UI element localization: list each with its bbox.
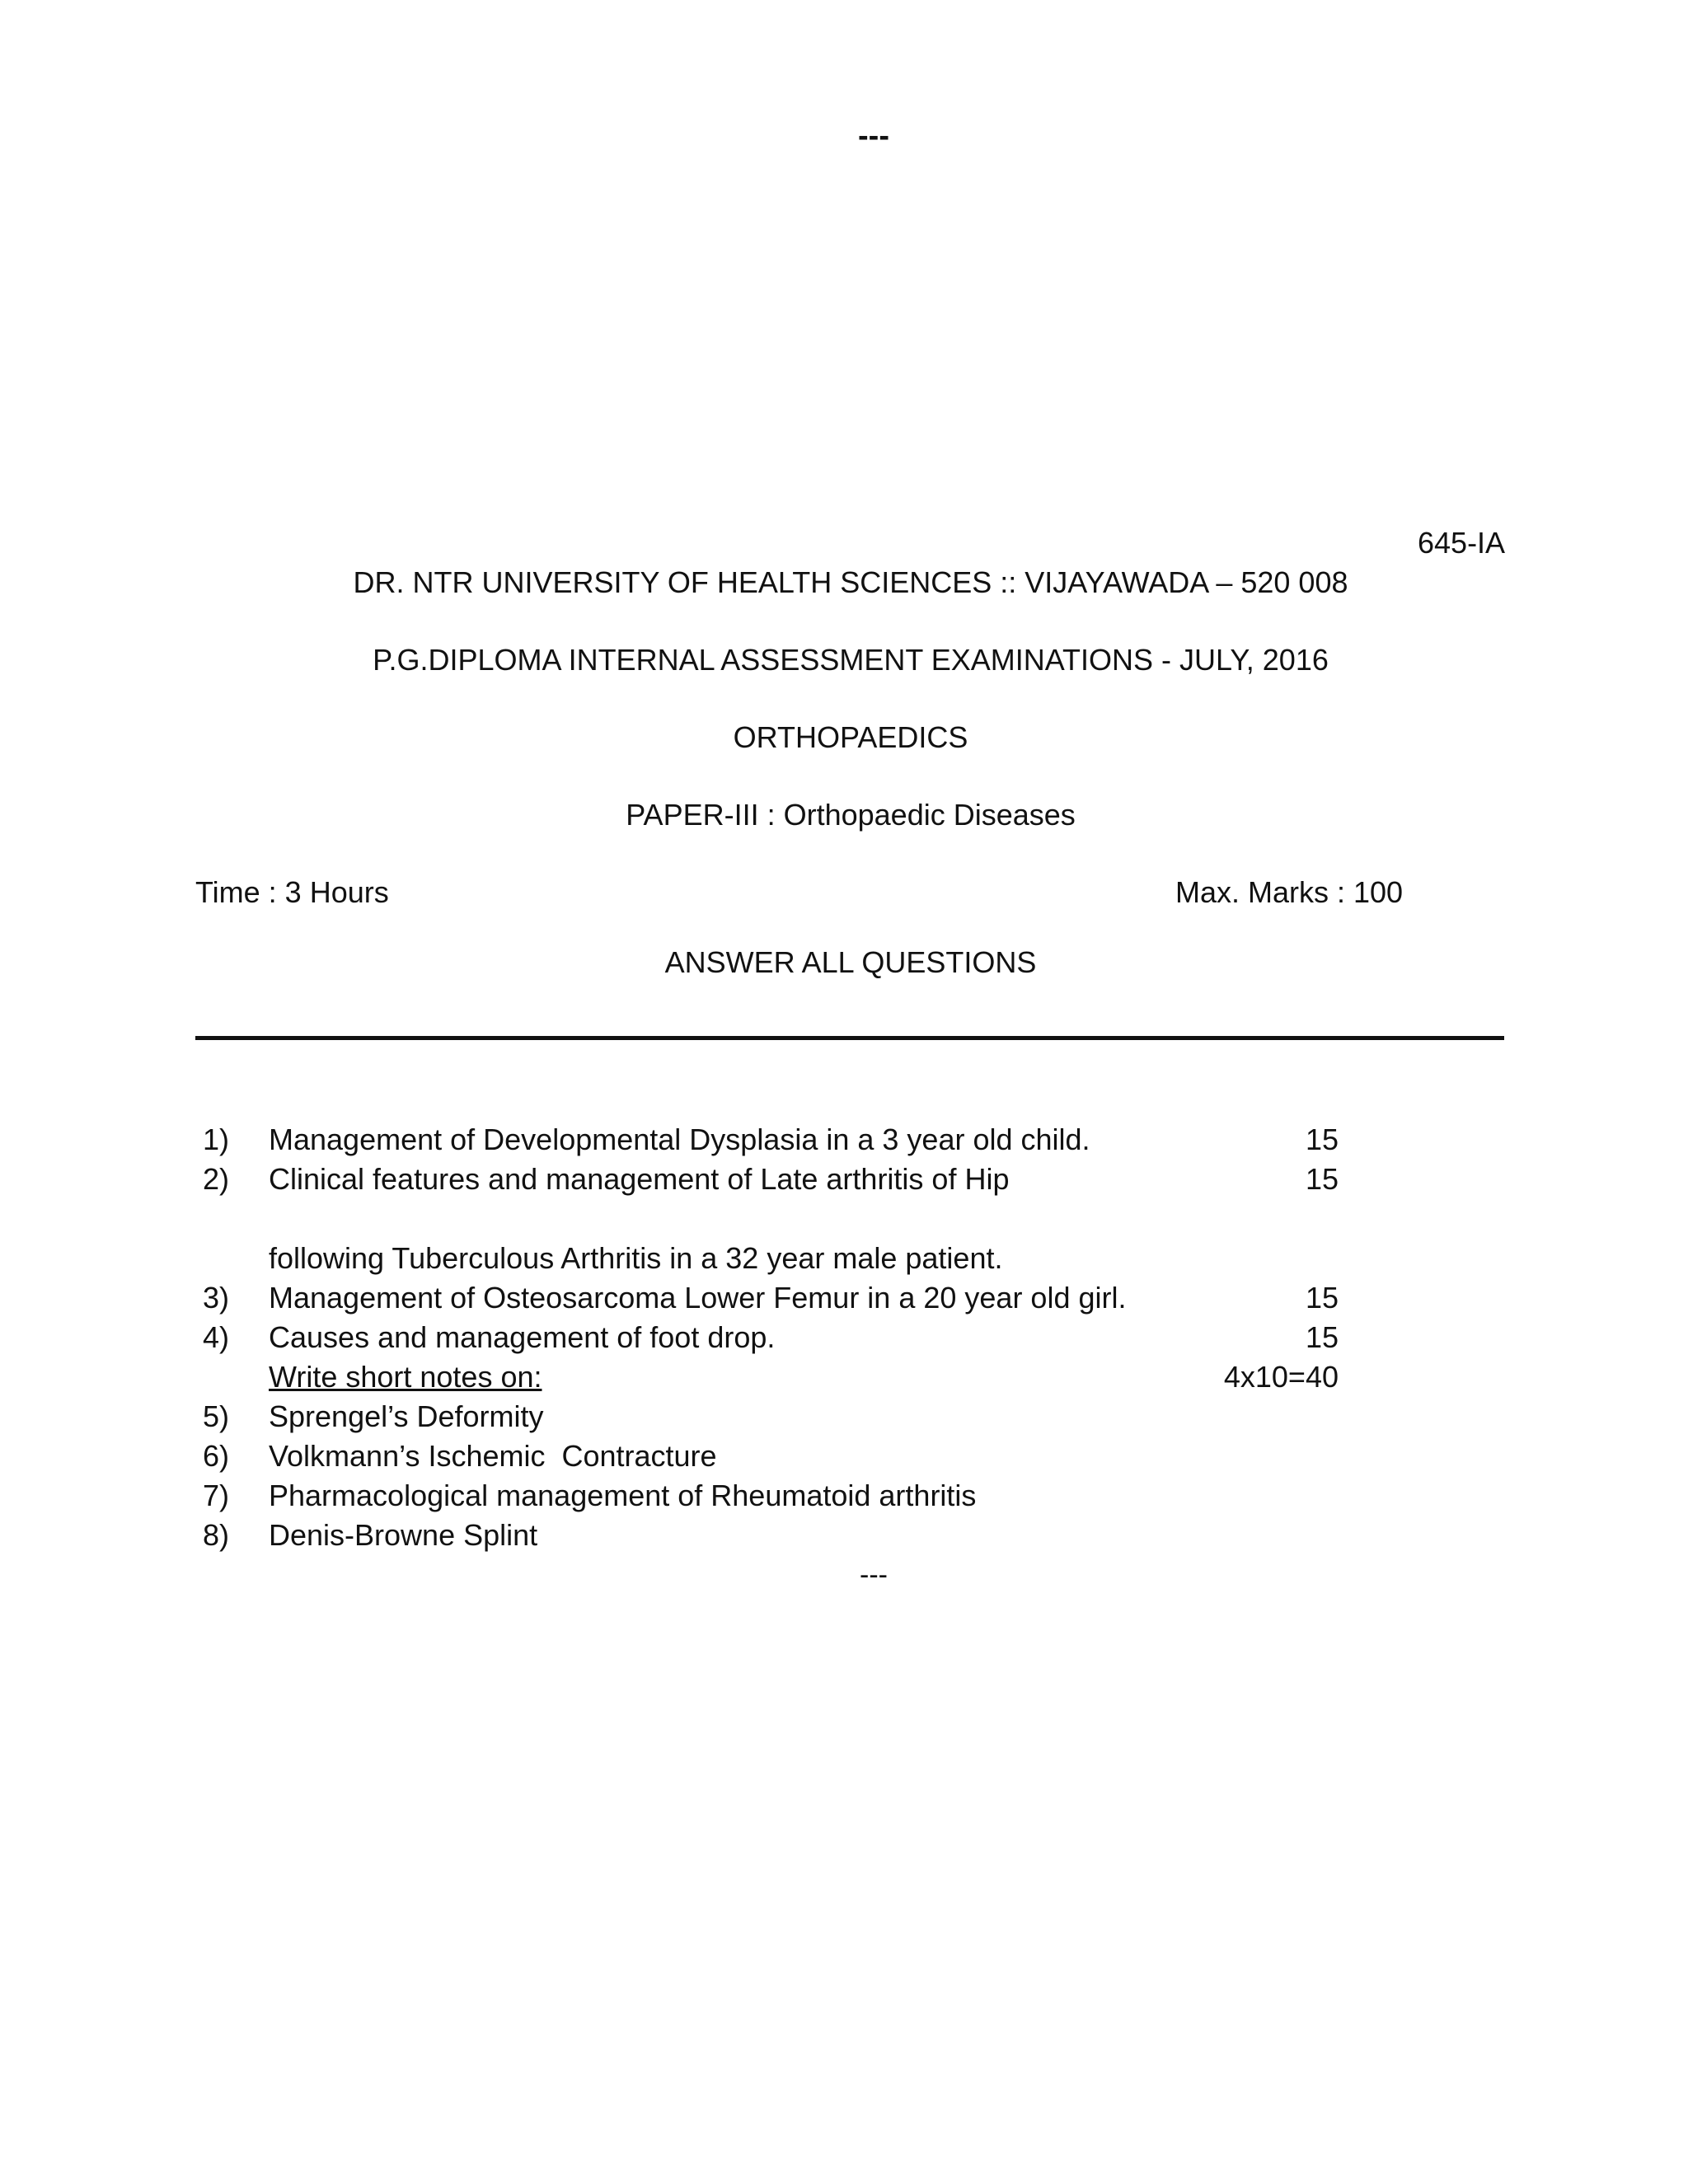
top-separator: --- — [858, 119, 889, 153]
max-marks: Max. Marks : 100 — [1175, 875, 1404, 909]
short-note-text: Volkmann’s Ischemic Contracture — [269, 1439, 717, 1473]
exam-time: Time : 3 Hours — [195, 875, 389, 909]
question-number: 1) — [203, 1122, 230, 1156]
question-number: 5) — [203, 1399, 230, 1433]
bottom-separator: --- — [860, 1559, 888, 1591]
horizontal-rule — [195, 1036, 1504, 1040]
question-number: 2) — [203, 1162, 230, 1196]
question-marks: 15 — [1305, 1320, 1339, 1354]
short-note-text: Denis-Browne Splint — [269, 1518, 538, 1552]
question-text: Management of Developmental Dysplasia in a 3 year old child. — [269, 1122, 1090, 1156]
question-number: 4) — [203, 1320, 230, 1354]
question-marks: 15 — [1305, 1122, 1339, 1156]
question-number: 7) — [203, 1479, 230, 1512]
question-number: 8) — [203, 1518, 230, 1552]
question-number: 6) — [203, 1439, 230, 1473]
examination-title: P.G.DIPLOMA INTERNAL ASSESSMENT EXAMINATIONS - JULY, 2016 — [373, 643, 1329, 677]
short-note-text: Sprengel’s Deformity — [269, 1399, 544, 1433]
question-number: 3) — [203, 1281, 230, 1315]
short-note-text: Pharmacological management of Rheumatoid arthritis — [269, 1479, 977, 1512]
question-text: Clinical features and management of Late arthritis of Hip — [269, 1162, 1010, 1196]
short-notes-heading: Write short notes on: — [269, 1360, 542, 1394]
university-heading: DR. NTR UNIVERSITY OF HEALTH SCIENCES :: VIJAYAWADA – 520 008 — [353, 565, 1348, 599]
question-text: Management of Osteosarcoma Lower Femur in a 20 year old girl. — [269, 1281, 1127, 1315]
instructions: ANSWER ALL QUESTIONS — [664, 945, 1037, 979]
subject-title: ORTHOPAEDICS — [733, 720, 968, 754]
paper-code: 645-IA — [1418, 526, 1506, 560]
question-text-continuation: following Tuberculous Arthritis in a 32 year male patient. — [269, 1241, 1003, 1275]
short-notes-marks: 4x10=40 — [1223, 1360, 1339, 1394]
question-text: Causes and management of foot drop. — [269, 1320, 776, 1354]
question-marks: 15 — [1305, 1281, 1339, 1315]
paper-title: PAPER-III : Orthopaedic Diseases — [626, 798, 1076, 832]
question-marks: 15 — [1305, 1162, 1339, 1196]
